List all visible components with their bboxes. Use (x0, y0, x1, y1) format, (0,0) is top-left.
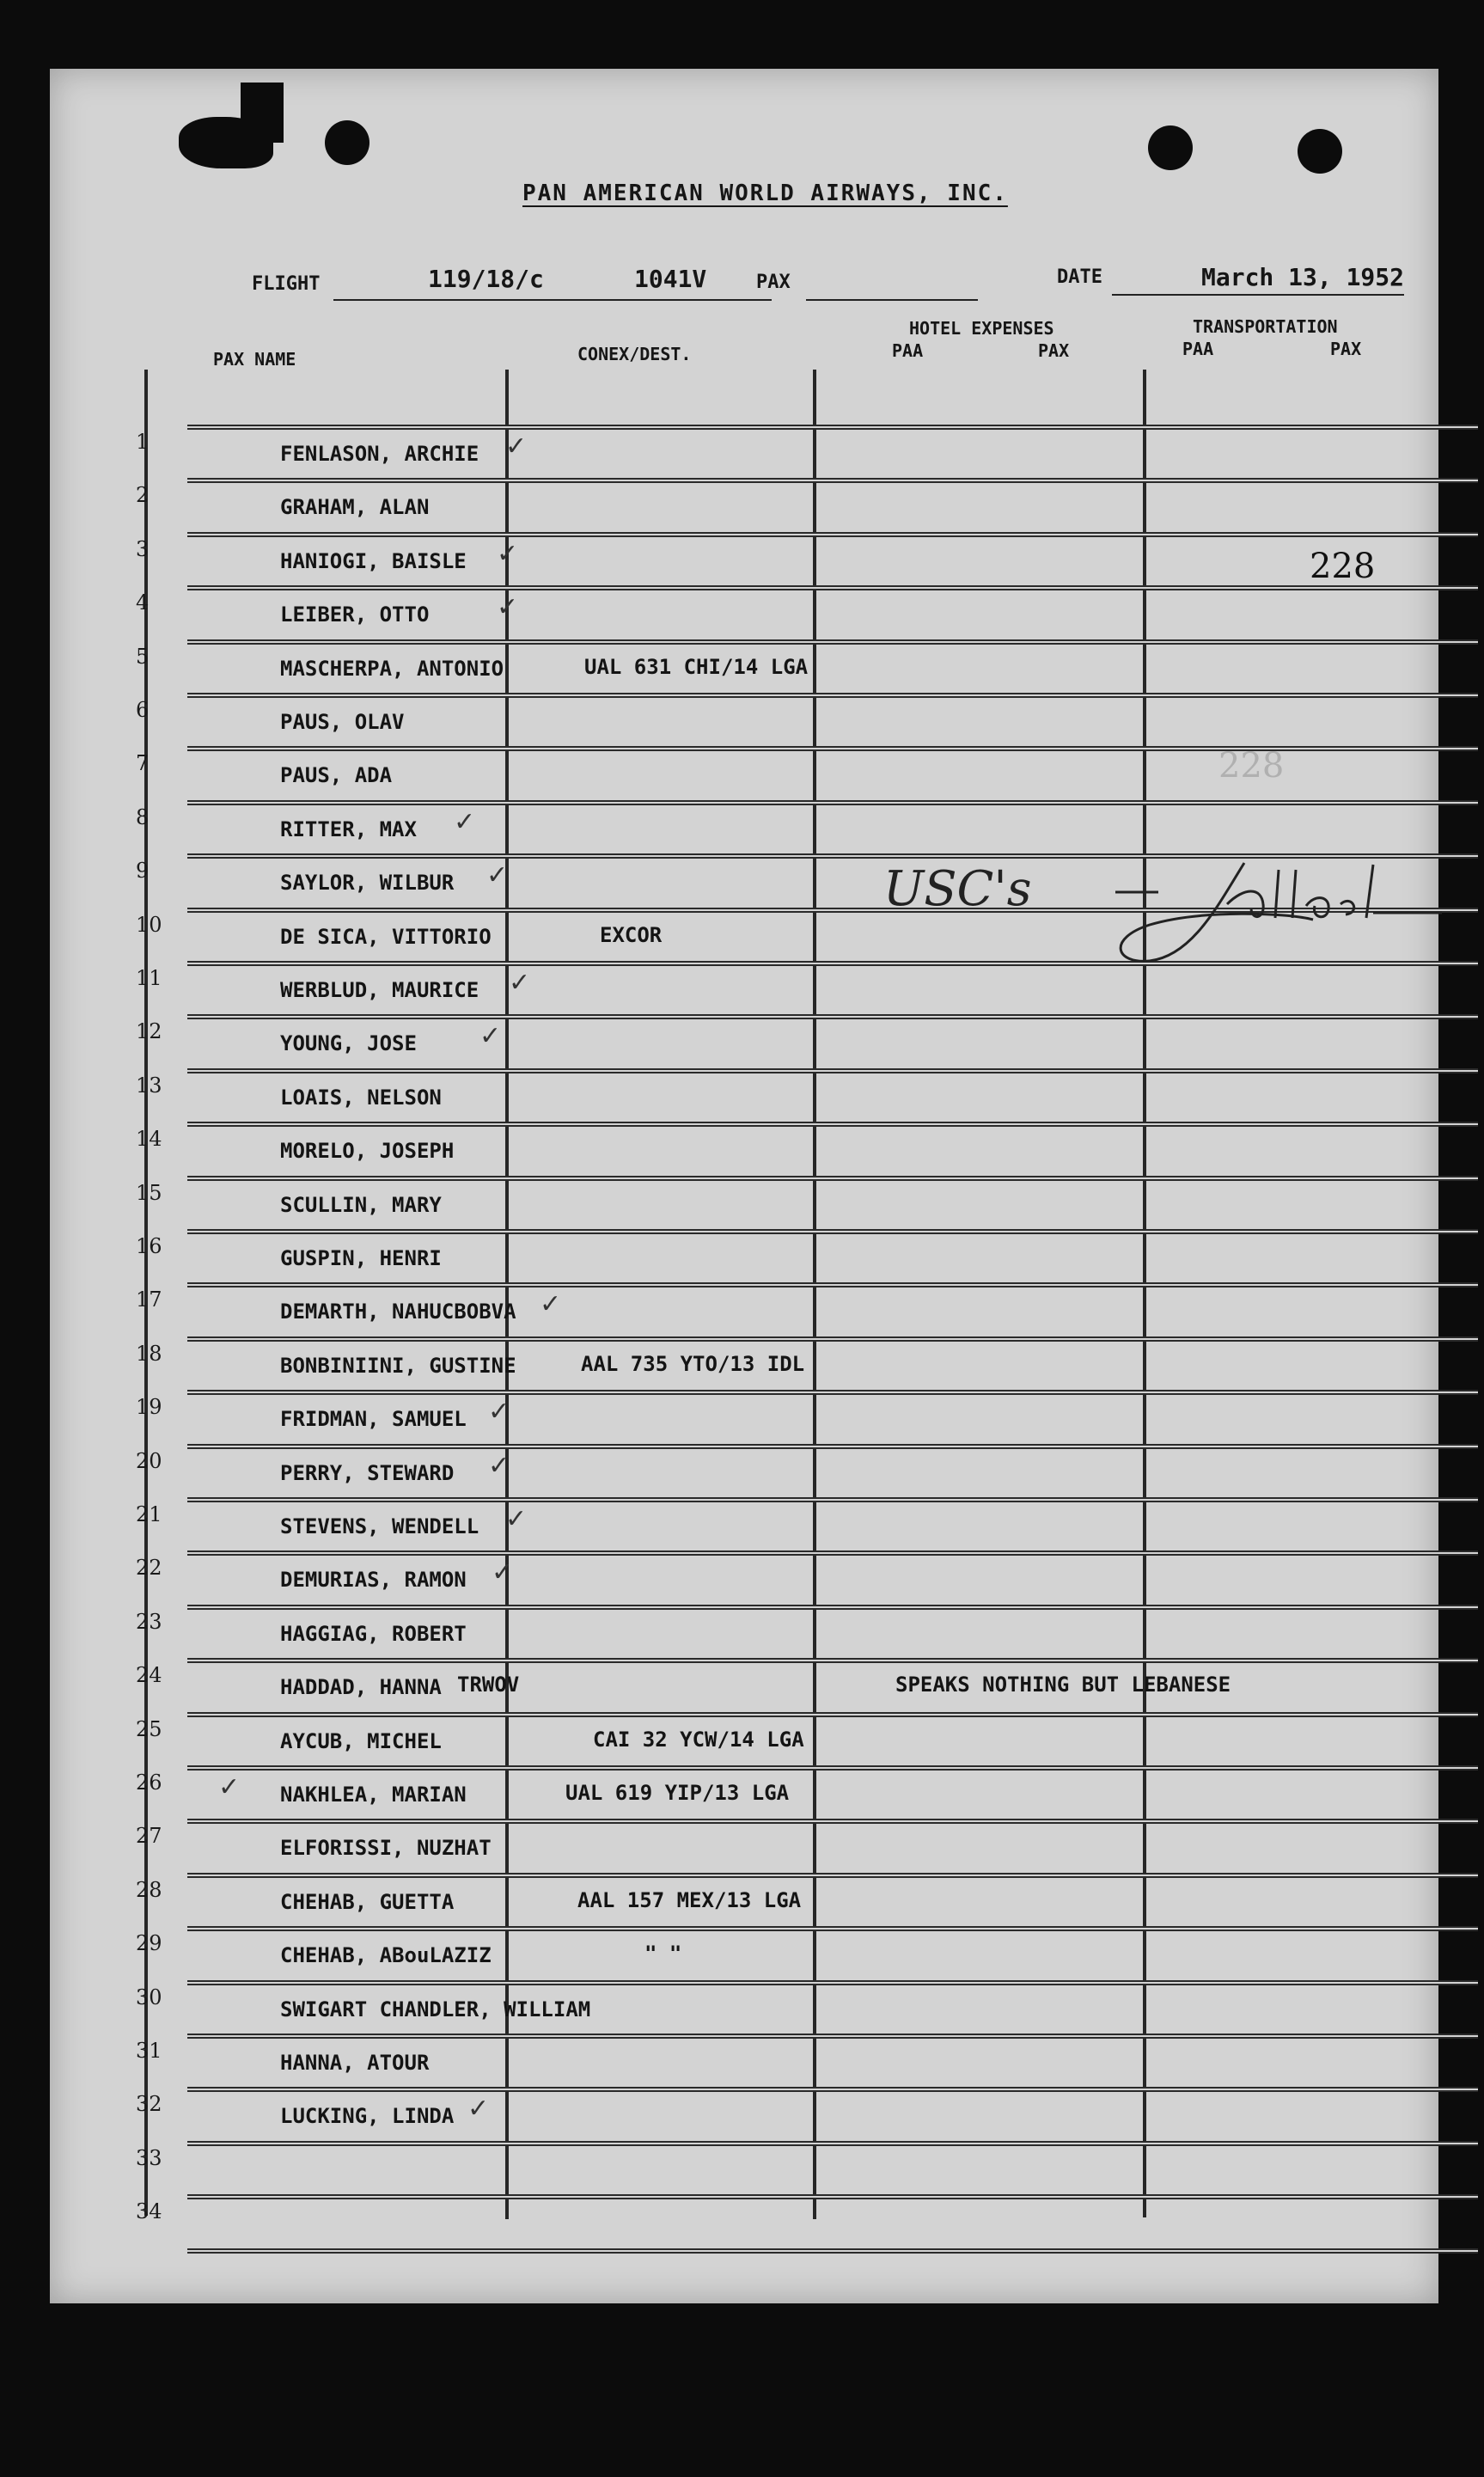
passenger-name: FENLASON, ARCHIE (280, 442, 479, 466)
row-number: 24 (136, 1663, 162, 1688)
handwritten-note: USC's (883, 861, 1032, 917)
check-mark-icon: ✓ (497, 538, 519, 569)
row-number: 16 (136, 1234, 162, 1258)
passenger-name: MORELO, JOSEPH (280, 1139, 455, 1164)
check-mark-icon: ✓ (497, 592, 519, 623)
row-number: 22 (136, 1556, 162, 1581)
passenger-name: DEMARTH, NAHUCBOBVA (280, 1300, 516, 1324)
row-number: 21 (136, 1502, 162, 1526)
flight-label: FLIGHT (252, 273, 321, 295)
row-number: 11 (136, 966, 162, 990)
passenger-name: MASCHERPA, ANTONIO (280, 656, 504, 681)
passenger-name: SCULLIN, MARY (280, 1192, 442, 1217)
row-rule (187, 425, 1478, 430)
row-number: 3 (136, 536, 150, 561)
row-number: 18 (136, 1341, 162, 1366)
punch-hole (325, 120, 369, 165)
row-rule (187, 1712, 1478, 1717)
row-number: 20 (136, 1448, 162, 1473)
flight-number: 119/18/c (428, 265, 544, 293)
row-number: 9 (136, 859, 150, 884)
row-rule (187, 1282, 1478, 1287)
row-rule (187, 1497, 1478, 1502)
passenger-name: HANNA, ATOUR (280, 2051, 430, 2075)
passenger-destination: UAL 619 YIP/13 LGA (565, 1781, 790, 1805)
row-25-note: SPEAKS NOTHING BUT LEBANESE (895, 1673, 1231, 1697)
row-number: 34 (136, 2199, 162, 2224)
row-number: 27 (136, 1824, 162, 1849)
row-number: 25 (136, 1716, 162, 1741)
row-number: 14 (136, 1127, 162, 1152)
row-number: 7 (136, 751, 150, 776)
row-number: 31 (136, 2039, 162, 2063)
check-mark-icon: ✓ (509, 968, 531, 998)
row-25-tag: TRWOV (457, 1673, 520, 1697)
row-rule (187, 1765, 1478, 1771)
column-header-conex-dest: CONEX/DEST. (577, 344, 692, 364)
check-mark-icon: ✓ (505, 431, 528, 462)
row-rule (187, 1873, 1478, 1878)
row-number: 28 (136, 1877, 162, 1902)
row-rule (187, 1444, 1478, 1449)
ink-blot (241, 83, 284, 143)
column-header-transport-paa: PAA (1182, 339, 1214, 359)
row-number: 19 (136, 1395, 162, 1420)
handwritten-signature (1115, 853, 1442, 982)
row-number: 33 (136, 2145, 162, 2170)
passenger-destination: UAL 631 CHI/14 LGA (584, 654, 809, 679)
row-rule (187, 1068, 1478, 1073)
passenger-name: HANIOGI, BAISLE (280, 548, 467, 573)
passenger-name: BONBINIINI, GUSTINE (280, 1353, 516, 1378)
row-number: 6 (136, 698, 150, 722)
passenger-name: GUSPIN, HENRI (280, 1246, 442, 1270)
row-rule (187, 1390, 1478, 1395)
row-number: 13 (136, 1073, 162, 1098)
row-number: 10 (136, 912, 162, 937)
passenger-name: DE SICA, VITTORIO (280, 924, 492, 949)
passenger-name: LUCKING, LINDA (280, 2104, 455, 2129)
passenger-name: SAYLOR, WILBUR (280, 871, 455, 896)
row-rule (187, 1014, 1478, 1019)
row-rule (187, 1176, 1478, 1181)
document-sheet (50, 69, 1438, 2303)
passenger-destination: CAI 32 YCW/14 LGA (593, 1727, 804, 1752)
passenger-name: HADDAD, HANNA (280, 1675, 442, 1700)
pax-underline (806, 299, 978, 301)
check-mark-icon: ✓ (454, 806, 476, 837)
aircraft-number: 1041V (634, 265, 707, 293)
passenger-name: SWIGART CHANDLER, WILLIAM (280, 1997, 591, 2021)
transport-value: 228 (1310, 547, 1376, 586)
passenger-name: YOUNG, JOSE (280, 1031, 417, 1056)
column-divider (813, 370, 816, 2219)
row-number: 12 (136, 1019, 162, 1044)
passenger-name: ELFORISSI, NUZHAT (280, 1836, 492, 1861)
passenger-destination: " " (644, 1942, 682, 1966)
row-rule (187, 478, 1478, 483)
passenger-name: LOAIS, NELSON (280, 1085, 442, 1110)
passenger-name: PERRY, STEWARD (280, 1460, 455, 1485)
check-mark-icon: ✓ (218, 1772, 241, 1802)
punch-hole (1298, 129, 1342, 174)
column-divider (505, 370, 509, 2219)
check-mark-icon: ✓ (479, 1021, 502, 1052)
row-rule (187, 532, 1478, 537)
passenger-name: HAGGIAG, ROBERT (280, 1621, 467, 1646)
column-divider (1143, 370, 1146, 2217)
check-mark-icon: ✓ (467, 2094, 490, 2125)
passenger-name: GRAHAM, ALAN (280, 495, 430, 520)
passenger-name: RITTER, MAX (280, 816, 417, 841)
row-rule (187, 1658, 1478, 1663)
date-value: March 13, 1952 (1201, 263, 1405, 291)
column-header-pax-name: PAX NAME (213, 349, 296, 370)
row-rule (187, 1926, 1478, 1931)
row-number: 8 (136, 804, 150, 829)
check-mark-icon: ✓ (486, 860, 509, 891)
row-rule (187, 1605, 1478, 1610)
row-rule (187, 1550, 1478, 1556)
check-mark-icon: ✓ (488, 1450, 510, 1481)
column-header-hotel-paa: PAA (892, 340, 924, 361)
passenger-destination: EXCOR (600, 922, 663, 947)
column-header-transportation: TRANSPORTATION (1193, 316, 1338, 337)
row-number: 32 (136, 2092, 162, 2117)
row-rule (187, 585, 1478, 590)
passenger-name: AYCUB, MICHEL (280, 1728, 442, 1753)
row-number: 23 (136, 1609, 162, 1634)
row-number: 1 (136, 430, 150, 454)
check-mark-icon: ✓ (492, 1557, 514, 1588)
row-rule (187, 1980, 1478, 1985)
row-rule (187, 800, 1478, 805)
row-rule (187, 2248, 1478, 2254)
passenger-destination: AAL 157 MEX/13 LGA (577, 1887, 802, 1912)
passenger-name: LEIBER, OTTO (280, 602, 430, 627)
row-rule (187, 1819, 1478, 1824)
pax-label: PAX (756, 272, 791, 293)
passenger-name: CHEHAB, GUETTA (280, 1889, 455, 1914)
passenger-name: FRIDMAN, SAMUEL (280, 1407, 467, 1432)
column-header-hotel-expenses: HOTEL EXPENSES (909, 318, 1054, 339)
row-rule (187, 639, 1478, 645)
row-rule (187, 2087, 1478, 2092)
row-rule (187, 1122, 1478, 1127)
punch-hole (1148, 125, 1193, 170)
row-rule (187, 746, 1478, 751)
passenger-name: STEVENS, WENDELL (280, 1514, 479, 1538)
passenger-name: PAUS, ADA (280, 763, 393, 788)
row-rule (187, 2194, 1478, 2199)
row-number: 4 (136, 590, 150, 615)
row-rule (187, 2034, 1478, 2039)
row-number: 30 (136, 1985, 162, 2009)
passenger-name: NAKHLEA, MARIAN (280, 1783, 467, 1807)
row-number: 26 (136, 1771, 162, 1795)
row-rule (187, 2141, 1478, 2146)
check-mark-icon: ✓ (488, 1397, 510, 1428)
passenger-name: PAUS, OLAV (280, 710, 405, 734)
passenger-destination: AAL 735 YTO/13 IDL (581, 1351, 805, 1376)
row-number: 15 (136, 1180, 162, 1205)
row-number: 2 (136, 483, 150, 508)
row-rule (187, 693, 1478, 698)
row-number: 17 (136, 1287, 162, 1312)
check-mark-icon: ✓ (540, 1289, 562, 1320)
passenger-name: DEMURIAS, RAMON (280, 1568, 467, 1593)
passenger-name: WERBLUD, MAURICE (280, 978, 479, 1002)
row-rule (187, 1229, 1478, 1234)
date-underline (1112, 294, 1404, 296)
passenger-name: CHEHAB, ABouLAZIZ (280, 1943, 492, 1968)
column-header-hotel-pax: PAX (1038, 340, 1070, 361)
page-title: PAN AMERICAN WORLD AIRWAYS, INC. (522, 180, 1008, 206)
date-label: DATE (1057, 266, 1102, 288)
row-rule (187, 1336, 1478, 1342)
flight-underline (333, 299, 772, 301)
check-mark-icon: ✓ (505, 1504, 528, 1534)
transport-value-faded: 228 (1218, 746, 1285, 786)
column-header-transport-pax: PAX (1330, 339, 1362, 359)
row-number: 5 (136, 644, 150, 669)
row-number: 29 (136, 1931, 162, 1956)
